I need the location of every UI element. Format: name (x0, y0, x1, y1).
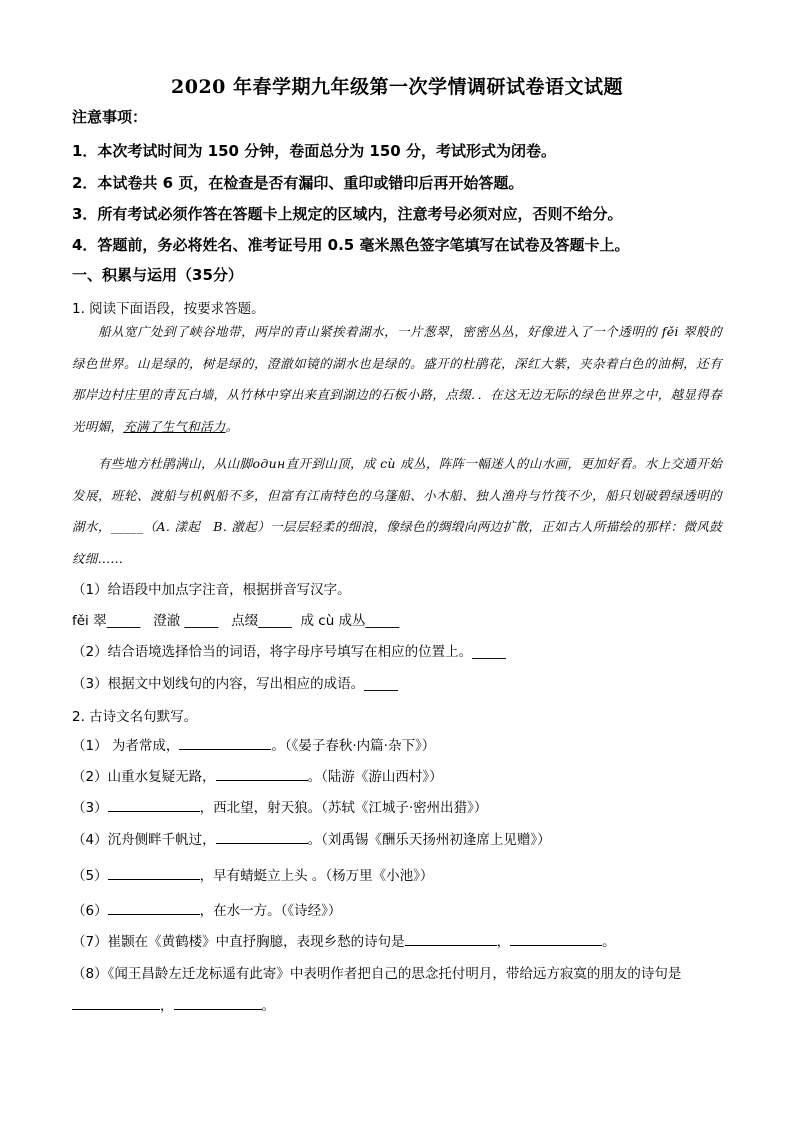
notice-item: 4．答题前，务必将姓名、准考证号用 0.5 毫米黑色签字笔填写在试卷及答题卡上。 (72, 236, 630, 254)
sub-question-2: （2）结合语境选择恰当的词语，将字母序号填写在相应的位置上。_____ (72, 644, 506, 660)
poem-text: （5） (72, 868, 108, 884)
answer-blank-item[interactable]: fěi 翠_____ (72, 613, 141, 629)
paragraph-text: 船从宽广处到了峡谷地带，两岸的青山紧挨着湖水，一片葱翠，密密丛丛，好像进入了一个透明的 fěi 翠般的绿色世界。山是绿的，树是绿的，澄澈如镜的湖水也是绿的。盛开的杜鹃花，深红大紫，夹杂着白色的油桐，还有那岸边村庄里的青瓦白墙，从竹林中穿出来直到湖边的石板小路，点缀．．在这无边无际的绿色世界之中，越显得春光明媚， (72, 324, 722, 434)
poem-item (72, 899, 341, 919)
pinyin-answer-line (72, 609, 399, 629)
answer-blank[interactable] (174, 995, 262, 1010)
poem-text: （2）山重水复疑无路， (72, 769, 216, 785)
answer-blank[interactable] (108, 865, 200, 880)
poem-source: 。（刘禹锡《酬乐天扬州初逢席上见赠》） (307, 832, 551, 848)
poem-item (72, 864, 433, 884)
poem-item (72, 765, 443, 785)
sub-question-3: （3）根据文中划线句的内容，写出相应的成语。_____ (72, 676, 398, 692)
poem-text: （1） 为者常成， (72, 738, 180, 754)
poem-text: （4）沉舟侧畔千帆过， (72, 832, 216, 848)
answer-blank-item[interactable]: 点缀_____ (231, 613, 292, 629)
answer-blank[interactable] (72, 995, 160, 1010)
question-2-stem: 2. 古诗文名句默写。 (72, 709, 198, 725)
poem-item-continued (72, 994, 275, 1014)
poem-item (72, 930, 616, 950)
sub-question-1: （1）给语段中加点字注音，根据拼音写汉字。 (72, 582, 351, 598)
reading-paragraph-1 (72, 316, 722, 442)
underlined-sentence: 充满了生气和活力 (123, 418, 226, 434)
poem-text: ， (160, 998, 174, 1014)
notice-item: 1．本次考试时间为 150 分钟，卷面总分为 150 分，考试形式为闭卷。 (72, 142, 556, 160)
paragraph-text: 。 (225, 418, 239, 434)
reading-paragraph-2: 有些地方杜鹃满山，从山脚один直开到山顶，成 cù 成丛，阵阵一幅迷人的山水画，更加好看。水上交通开始发展，班轮、渡船与机帆船不多，但富有江南特色的乌篷船、小木船、独人渔舟与竹筏不少，船只划破碧绿透明的湖水，_____（A. 漾起 B. 激起）一层层轻柔的细浪，像绿色的绸缎向两边扩散，正如古人所描绘的那样：微风鼓纹细…… (72, 456, 722, 566)
answer-blank[interactable] (108, 797, 200, 812)
answer-blank-item[interactable]: 成 cù 成丛_____ (300, 613, 400, 629)
answer-blank[interactable] (108, 900, 200, 915)
poem-source: ，早有蜻蜓立上头 。（杨万里《小池》） (199, 868, 434, 884)
page-title: 2020 年春学期九年级第一次学情调研试卷语文试题 (171, 76, 623, 98)
answer-blank[interactable] (405, 931, 497, 946)
poem-text: 。 (602, 934, 616, 950)
poem-source: 。（陆游《游山西村》） (307, 769, 443, 785)
answer-blank[interactable] (216, 766, 308, 781)
answer-blank-item[interactable]: 澄澈 _____ (153, 613, 219, 629)
poem-item (72, 734, 435, 754)
notice-item: 2．本试卷共 6 页，在检查是否有漏印、重印或错印后再开始答题。 (72, 174, 524, 192)
poem-source: 。（《晏子春秋·内篇·杂下》） (271, 738, 436, 754)
poem-text: （7）崔颢在《黄鹤楼》中直抒胸臆，表现乡愁的诗句是 (72, 934, 405, 950)
notice-heading: 注意事项： (72, 108, 148, 126)
poem-text: ， (496, 934, 511, 950)
poem-item: （8）《闻王昌龄左迁龙标遥有此寄》中表明作者把自己的思念托付明月，带给远方寂寞的朋友的诗句是 (72, 966, 682, 982)
answer-blank[interactable] (216, 829, 308, 844)
notice-item: 3．所有考试必须作答在答题卡上规定的区域内，注意考号必须对应，否则不给分。 (72, 205, 623, 223)
poem-item (72, 828, 551, 848)
question-1-stem: 1. 阅读下面语段，按要求答题。 (72, 301, 265, 317)
answer-blank[interactable] (510, 931, 602, 946)
poem-item (72, 796, 487, 816)
poem-text: （3） (72, 800, 108, 816)
poem-source: ，在水一方。（《诗经》） (199, 903, 342, 919)
poem-text: （6） (72, 903, 108, 919)
poem-source: ，西北望，射天狼。（苏轼《江城子·密州出猎》） (199, 800, 488, 816)
poem-text: 。 (261, 998, 275, 1014)
section-heading: 一、积累与运用（35分） (72, 266, 243, 284)
answer-blank[interactable] (179, 735, 271, 750)
